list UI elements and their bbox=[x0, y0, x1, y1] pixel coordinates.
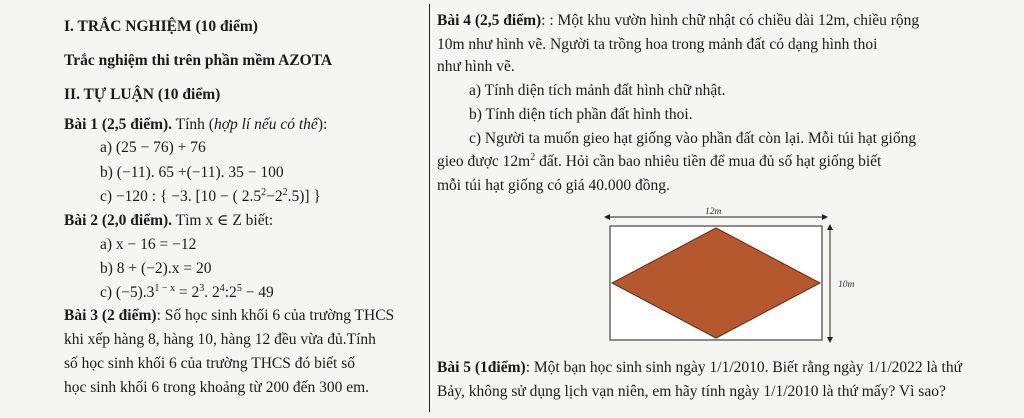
bai2-text: Tìm x ∈ Z biết: bbox=[172, 212, 274, 229]
arrow-right-icon bbox=[822, 214, 828, 220]
bai1-c-exp: 2 bbox=[282, 187, 288, 198]
bai4-c2-part: gieo được 12m bbox=[437, 153, 531, 170]
bai1-hint: hợp lí nếu có thể bbox=[213, 116, 318, 133]
bai1-c-exp: 2 bbox=[261, 187, 267, 198]
bai4-b: b) Tính diện tích phần đất hình thoi. bbox=[469, 106, 693, 123]
bai4-c2-exp: 2 bbox=[530, 152, 536, 163]
arrow-down-icon bbox=[827, 337, 833, 343]
bai1-text: Tính ( bbox=[172, 116, 214, 133]
bai1-a: a) (25 − 76) + 76 bbox=[100, 139, 206, 156]
bai2-title: Bài 2 (2,0 điểm). bbox=[64, 212, 173, 229]
bai1-c-part: .5)] } bbox=[287, 188, 321, 205]
bai1-c bbox=[100, 188, 321, 206]
section-essay: II. TỰ LUẬN (10 điểm) bbox=[64, 86, 221, 103]
bai2-c-exp: 4 bbox=[219, 283, 225, 294]
bai1-heading bbox=[64, 116, 327, 134]
bai2-c bbox=[100, 284, 274, 302]
garden-figure bbox=[600, 204, 840, 344]
section-multiple-choice: I. TRẮC NGHIỆM (10 điểm) bbox=[64, 18, 258, 35]
bai3-title: Bài 3 (2 điểm) bbox=[64, 307, 157, 324]
bai3-line3: số học sinh khối 6 của trường THCS đó biết số bbox=[64, 355, 355, 372]
bai3-line4: học sinh khối 6 trong khoảng từ 200 đến 300 em. bbox=[64, 379, 370, 396]
arrow-up-icon bbox=[827, 224, 833, 230]
bai1-close: ): bbox=[317, 116, 328, 133]
bai4-c3: mỗi túi hạt giống có giá 40.000 đồng. bbox=[437, 177, 670, 194]
bai2-b: b) 8 + (−2).x = 20 bbox=[100, 260, 212, 277]
bai3-line2: khi xếp hàng 8, hàng 10, hàng 12 đều vừa đủ.Tính bbox=[64, 331, 376, 348]
bai5-text: : Một bạn học sinh sinh ngày 1/1/2010. Biết rằng ngày 1/1/2022 là thứ bbox=[525, 359, 963, 376]
bai1-c-part: −2 bbox=[266, 188, 283, 205]
bai2-c-part: = 2 bbox=[175, 284, 200, 301]
bai4-line3: như hình vẽ. bbox=[437, 58, 515, 75]
section-multiple-choice-note: Trắc nghiệm thi trên phần mềm AZOTA bbox=[64, 52, 333, 69]
bai2-a: a) x − 16 = −12 bbox=[100, 236, 197, 253]
bai4-line1 bbox=[437, 12, 919, 30]
bai4-c1: c) Người ta muốn gieo hạt giống vào phần đất còn lại. Mỗi túi hạt giống bbox=[469, 130, 917, 147]
bai4-c2-part: đất. Hỏi cần bao nhiêu tiền để mua đủ số hạt giống biết bbox=[535, 153, 882, 170]
bai5-line1 bbox=[437, 359, 962, 377]
bai4-c2 bbox=[437, 153, 881, 171]
bai4-a: a) Tính diện tích mảnh đất hình chữ nhật. bbox=[469, 82, 726, 99]
bai2-heading bbox=[64, 212, 273, 230]
column-divider bbox=[429, 4, 430, 412]
width-label: 10m bbox=[838, 280, 855, 290]
bai5-line2: Bảy, không sử dụng lịch vạn niên, em hãy tính ngày 1/1/2010 là thứ mấy? Vì sao? bbox=[437, 383, 946, 400]
bai1-c-part: c) −120 : { −3. [10 − ( 2.5 bbox=[100, 188, 262, 205]
bai4-title: Bài 4 (2,5 điểm) bbox=[437, 12, 542, 29]
bai2-c-exp: 1 − x bbox=[154, 283, 175, 294]
arrow-left-icon bbox=[604, 214, 610, 220]
bai3-text: : Số học sinh khối 6 của trường THCS bbox=[156, 307, 395, 324]
bai4-line2: 10m như hình vẽ. Người ta trồng hoa trong mảnh đất có dạng hình thoi bbox=[437, 36, 878, 53]
bai2-c-exp: 5 bbox=[236, 283, 242, 294]
bai3-line1 bbox=[64, 307, 394, 325]
bai2-c-part: . 2 bbox=[204, 284, 220, 301]
bai2-c-part: :2 bbox=[224, 284, 237, 301]
bai5-title: Bài 5 (1điểm) bbox=[437, 359, 526, 376]
length-label: 12m bbox=[705, 207, 722, 217]
bai2-c-part: c) (−5).3 bbox=[100, 284, 155, 301]
bai2-c-exp: 3 bbox=[199, 283, 205, 294]
bai1-b: b) (−11). 65 +(−11). 35 − 100 bbox=[100, 164, 284, 181]
bai4-text: : : Một khu vườn hình chữ nhật có chiều dài 12m, chiều rộng bbox=[541, 12, 920, 29]
bai2-c-part: − 49 bbox=[241, 284, 274, 301]
bai1-title: Bài 1 (2,5 điểm). bbox=[64, 116, 173, 133]
